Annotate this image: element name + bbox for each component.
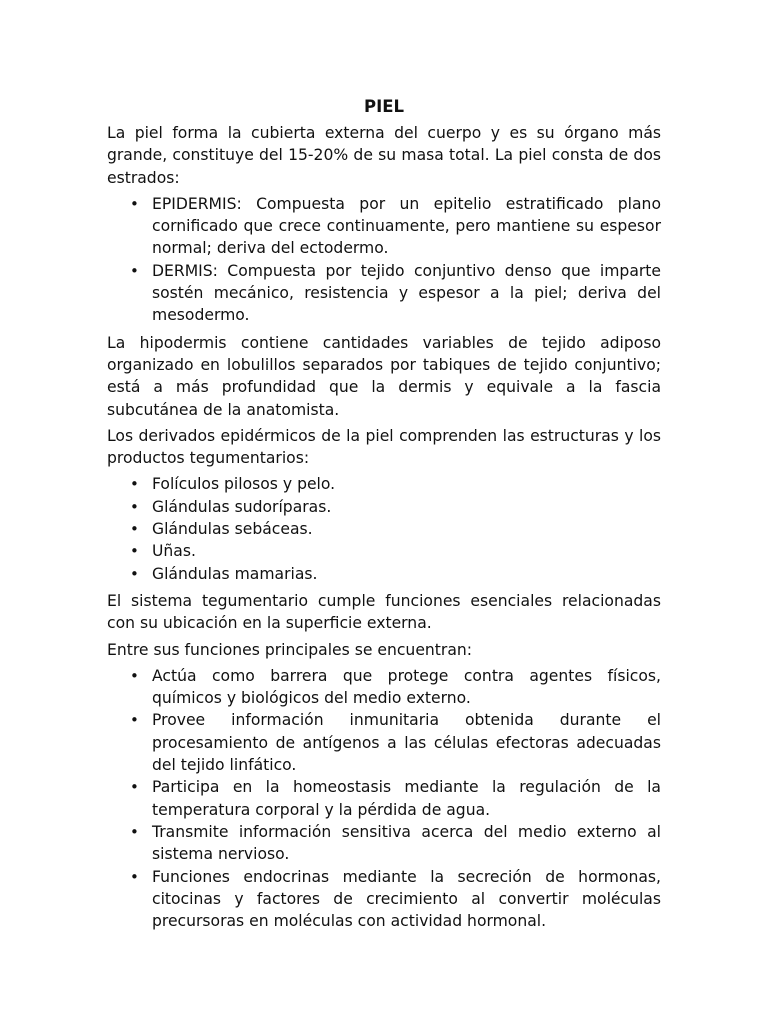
list-item-text: Glándulas sudoríparas. [152, 497, 332, 516]
list-item-text: Glándulas mamarias. [152, 564, 318, 583]
list-item-text: Participa en la homeostasis mediante la regulación de la temperatura corporal y la pérdida de agua. [152, 778, 661, 819]
intro-paragraph: La piel forma la cubierta externa del cuerpo y es su órgano más grande, constituye del 15-20% de su masa total. La piel consta de dos estrados: [107, 124, 661, 187]
bullet-icon: • [130, 475, 139, 494]
page-title: PIEL [363, 97, 405, 116]
list-item-text: Folículos pilosos y pelo. [152, 475, 336, 494]
list-item [107, 866, 661, 933]
bullet-icon: • [130, 778, 139, 797]
list-item-text: Uñas. [152, 542, 196, 561]
list-item-text: Actúa como barrera que protege contra agentes físicos, químicos y biológicos del medio externo. [152, 666, 661, 708]
bullet-icon: • [130, 867, 139, 886]
list-item [107, 665, 661, 710]
derivatives-list [107, 473, 661, 584]
bullet-icon: • [130, 564, 139, 583]
bullet-icon: • [130, 194, 139, 213]
list-item [107, 518, 661, 540]
list-item [107, 709, 661, 776]
list-item-text: Provee información inmunitaria obtenida durante el procesamiento de antígenos a las células efectoras adecuadas del tejido linfático. [152, 711, 661, 775]
derivatives-intro-paragraph: Los derivados epidérmicos de la piel comprenden las estructuras y los productos tegumentarios: [107, 426, 661, 468]
list-item [107, 193, 661, 260]
layers-list [107, 193, 661, 327]
list-item-text: Transmite información sensitiva acerca del medio externo al sistema nervioso. [152, 822, 661, 864]
bullet-icon: • [130, 711, 139, 730]
bullet-icon: • [130, 666, 139, 685]
list-item [107, 260, 661, 327]
list-item-text: Glándulas sebáceas. [152, 520, 313, 539]
list-item [107, 563, 661, 585]
bullet-icon: • [130, 520, 139, 539]
list-item [107, 821, 661, 866]
list-item [107, 776, 661, 821]
list-item-text: Funciones endocrinas mediante la secreción de hormonas, citocinas y factores de crecimiento al convertir moléculas precursoras en moléculas con actividad hormonal. [152, 867, 661, 931]
bullet-icon: • [130, 497, 139, 516]
list-item [107, 540, 661, 562]
list-item [107, 496, 661, 518]
bullet-icon: • [130, 822, 139, 841]
bullet-icon: • [130, 261, 139, 280]
system-paragraph: El sistema tegumentario cumple funciones esenciales relacionadas con su ubicación en la superficie externa. [107, 591, 661, 633]
list-item-text: EPIDERMIS: Compuesta por un epitelio estratificado plano cornificado que crece continuamente, pero mantiene su espesor normal; deriva del ectodermo. [152, 194, 661, 258]
list-item [107, 473, 661, 495]
functions-list [107, 665, 661, 933]
functions-intro-paragraph: Entre sus funciones principales se encuentran: [107, 640, 473, 659]
list-item-text: DERMIS: Compuesta por tejido conjuntivo denso que imparte sostén mecánico, resistencia y espesor a la piel; deriva del mesodermo. [152, 261, 661, 325]
hypodermis-paragraph: La hipodermis contiene cantidades variables de tejido adiposo organizado en lobulillos separados por tabiques de tejido conjuntivo; está a más profundidad que la dermis y equivale a la fascia subcutánea de la anatomista. [107, 333, 661, 419]
bullet-icon: • [130, 542, 139, 561]
